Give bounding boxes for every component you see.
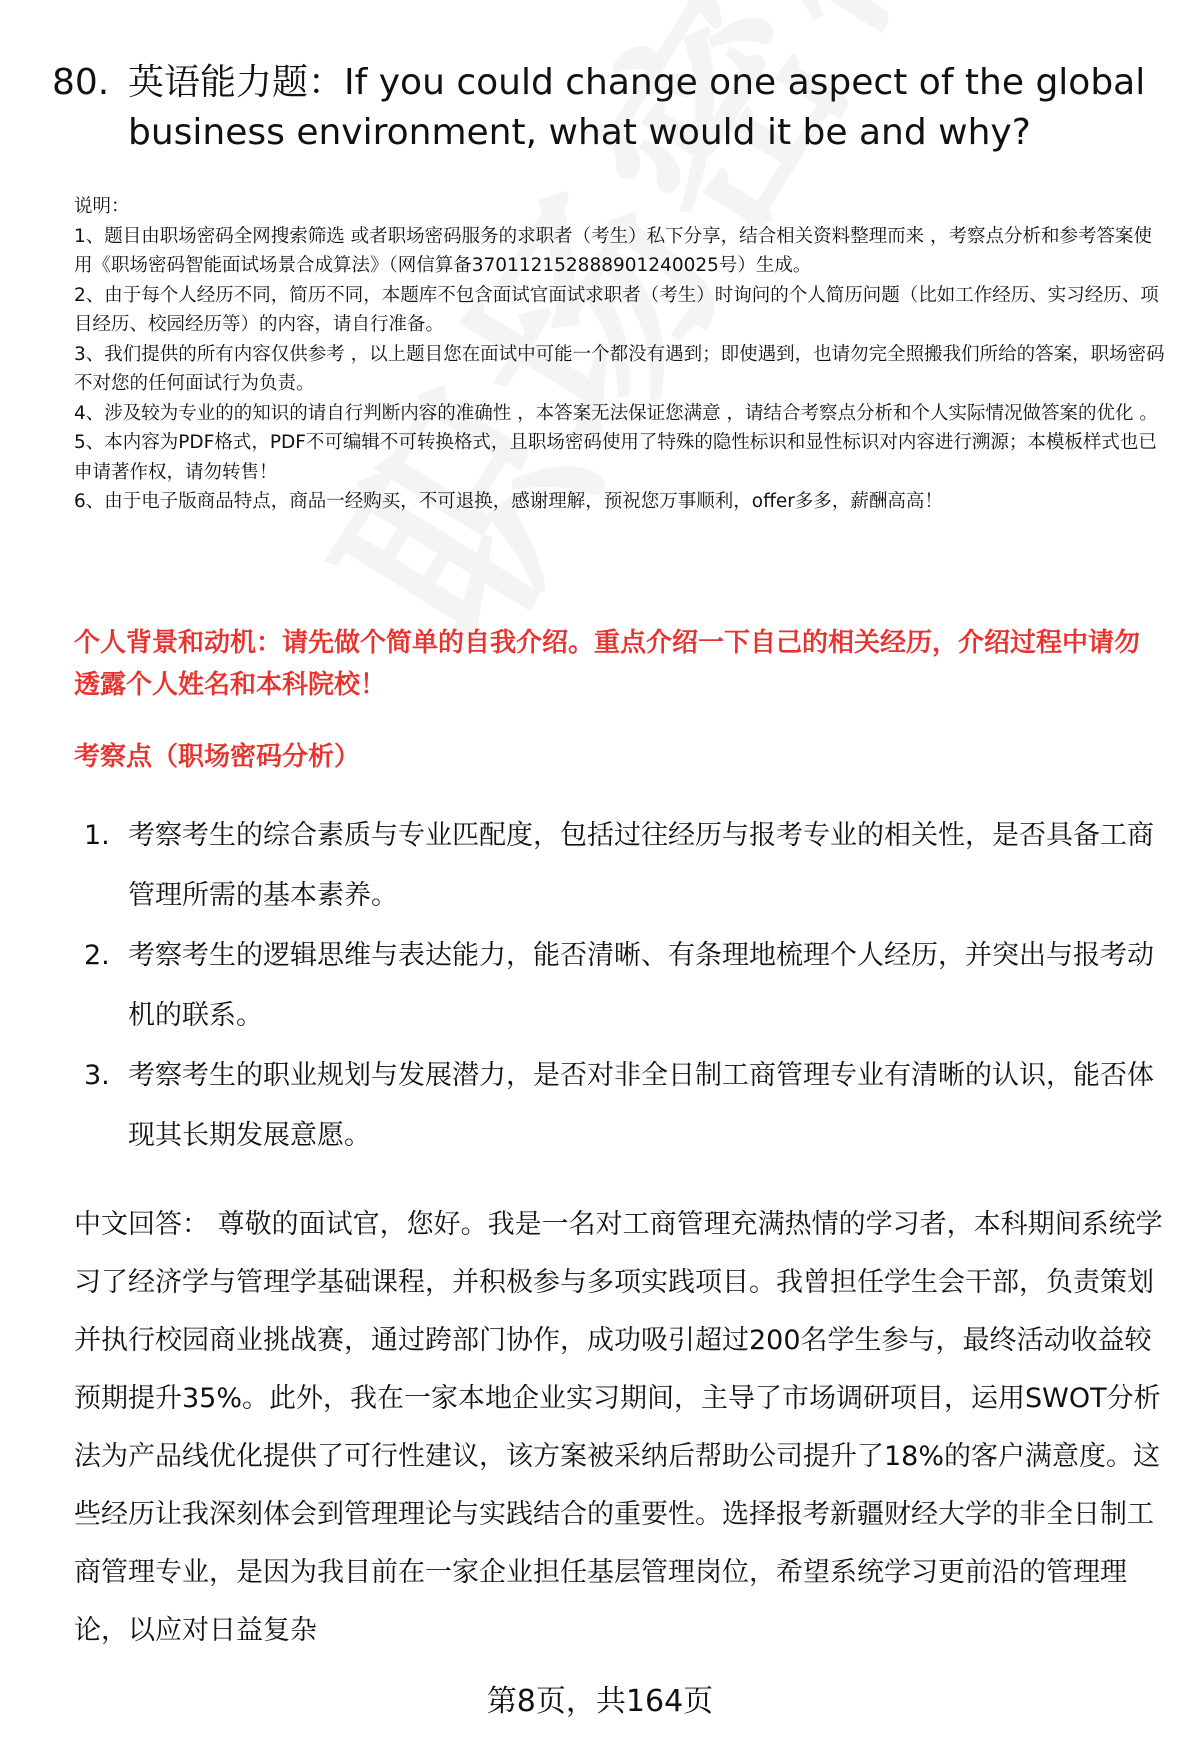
note-item: 3、我们提供的所有内容仅供参考 ，以上题目您在面试中可能一个都没有遇到；即使遇到，也请勿完全照搬我们所给的答案，职场密码不对您的任何面试行为负责。 bbox=[74, 343, 1165, 394]
note-item: 2、由于每个人经历不同，简历不同，本题库不包含面试官面试求职者（考生）时询问的个人简历问题（比如工作经历、实习经历、项目经历、校园经历等）的内容，请自行准备。 bbox=[74, 284, 1159, 335]
list-index: 1. bbox=[84, 820, 110, 851]
list-text: 考察考生的职业规划与发展潜力，是否对非全日制工商管理专业有清晰的认识，能否体现其长期发展意愿。 bbox=[128, 1060, 1154, 1151]
answer-paragraph bbox=[74, 1196, 1164, 1660]
question-title bbox=[52, 58, 1162, 158]
answer-text: 尊敬的面试官，您好。我是一名对工商管理充满热情的学习者，本科期间系统学习了经济学与管理学基础课程，并积极参与多项实践项目。我曾担任学生会干部，负责策划并执行校园商业挑战赛，通过跨部门协作，成功吸引超过200名学生参与，最终活动收益较预期提升35%。此外，我在一家本地企业实习期间，主导了市场调研项目，运用SWOT分析法为产品线优化提供了可行性建议，该方案被采纳后帮助公司提升了18%的客户满意度。这些经历让我深刻体会到管理理论与实践结合的重要性。选择报考新疆财经大学的非全日制工商管理专业，是因为我目前在一家企业担任基层管理岗位，希望系统学习更前沿的管理理论，以应对日益复杂 bbox=[74, 1209, 1163, 1646]
list-item bbox=[84, 806, 1164, 926]
note-item: 1、题目由职场密码全网搜索筛选 或者职场密码服务的求职者（考生）私下分享，结合相关资料整理而来 ，考察点分析和参考答案使用《职场密码智能面试场景合成算法》（网信算备370112152888901240025号）生成。 bbox=[74, 225, 1153, 276]
list-text: 考察考生的综合素质与专业匹配度，包括过往经历与报考专业的相关性，是否具备工商管理所需的基本素养。 bbox=[128, 820, 1154, 911]
background-heading: 个人背景和动机：请先做个简单的自我介绍。重点介绍一下自己的相关经历，介绍过程中请勿透露个人姓名和本科院校！ bbox=[74, 628, 1141, 700]
notes-section bbox=[74, 192, 1166, 517]
analysis-heading: 考察点（职场密码分析） bbox=[74, 742, 361, 772]
question-text: 英语能力题：If you could change one aspect of the global business environment, what would it be and why? bbox=[128, 62, 1146, 153]
note-item: 5、本内容为PDF格式，PDF不可编辑不可转换格式，且职场密码使用了特殊的隐性标识和显性标识对内容进行溯源；本模板样式也已申请著作权，请勿转售！ bbox=[74, 432, 1157, 483]
list-item bbox=[84, 1046, 1164, 1166]
list-index: 2. bbox=[84, 940, 110, 971]
notes-title: 说明： bbox=[74, 196, 130, 217]
list-index: 3. bbox=[84, 1060, 110, 1091]
list-text: 考察考生的逻辑思维与表达能力，能否清晰、有条理地梳理个人经历，并突出与报考动机的联系。 bbox=[128, 940, 1154, 1031]
question-number: 80. bbox=[52, 62, 110, 103]
page-footer: 第8页，共164页 bbox=[486, 1684, 714, 1719]
note-item: 6、由于电子版商品特点，商品一经购买，不可退换，感谢理解，预祝您万事顺利，offer多多，薪酬高高！ bbox=[74, 491, 943, 512]
answer-label: 中文回答： bbox=[74, 1209, 209, 1240]
list-item bbox=[84, 926, 1164, 1046]
note-item: 4、涉及较为专业的的知识的请自行判断内容的准确性 ，本答案无法保证您满意 ，请结合考察点分析和个人实际情况做答案的优化 。 bbox=[74, 402, 1158, 424]
analysis-points bbox=[84, 806, 1164, 1166]
